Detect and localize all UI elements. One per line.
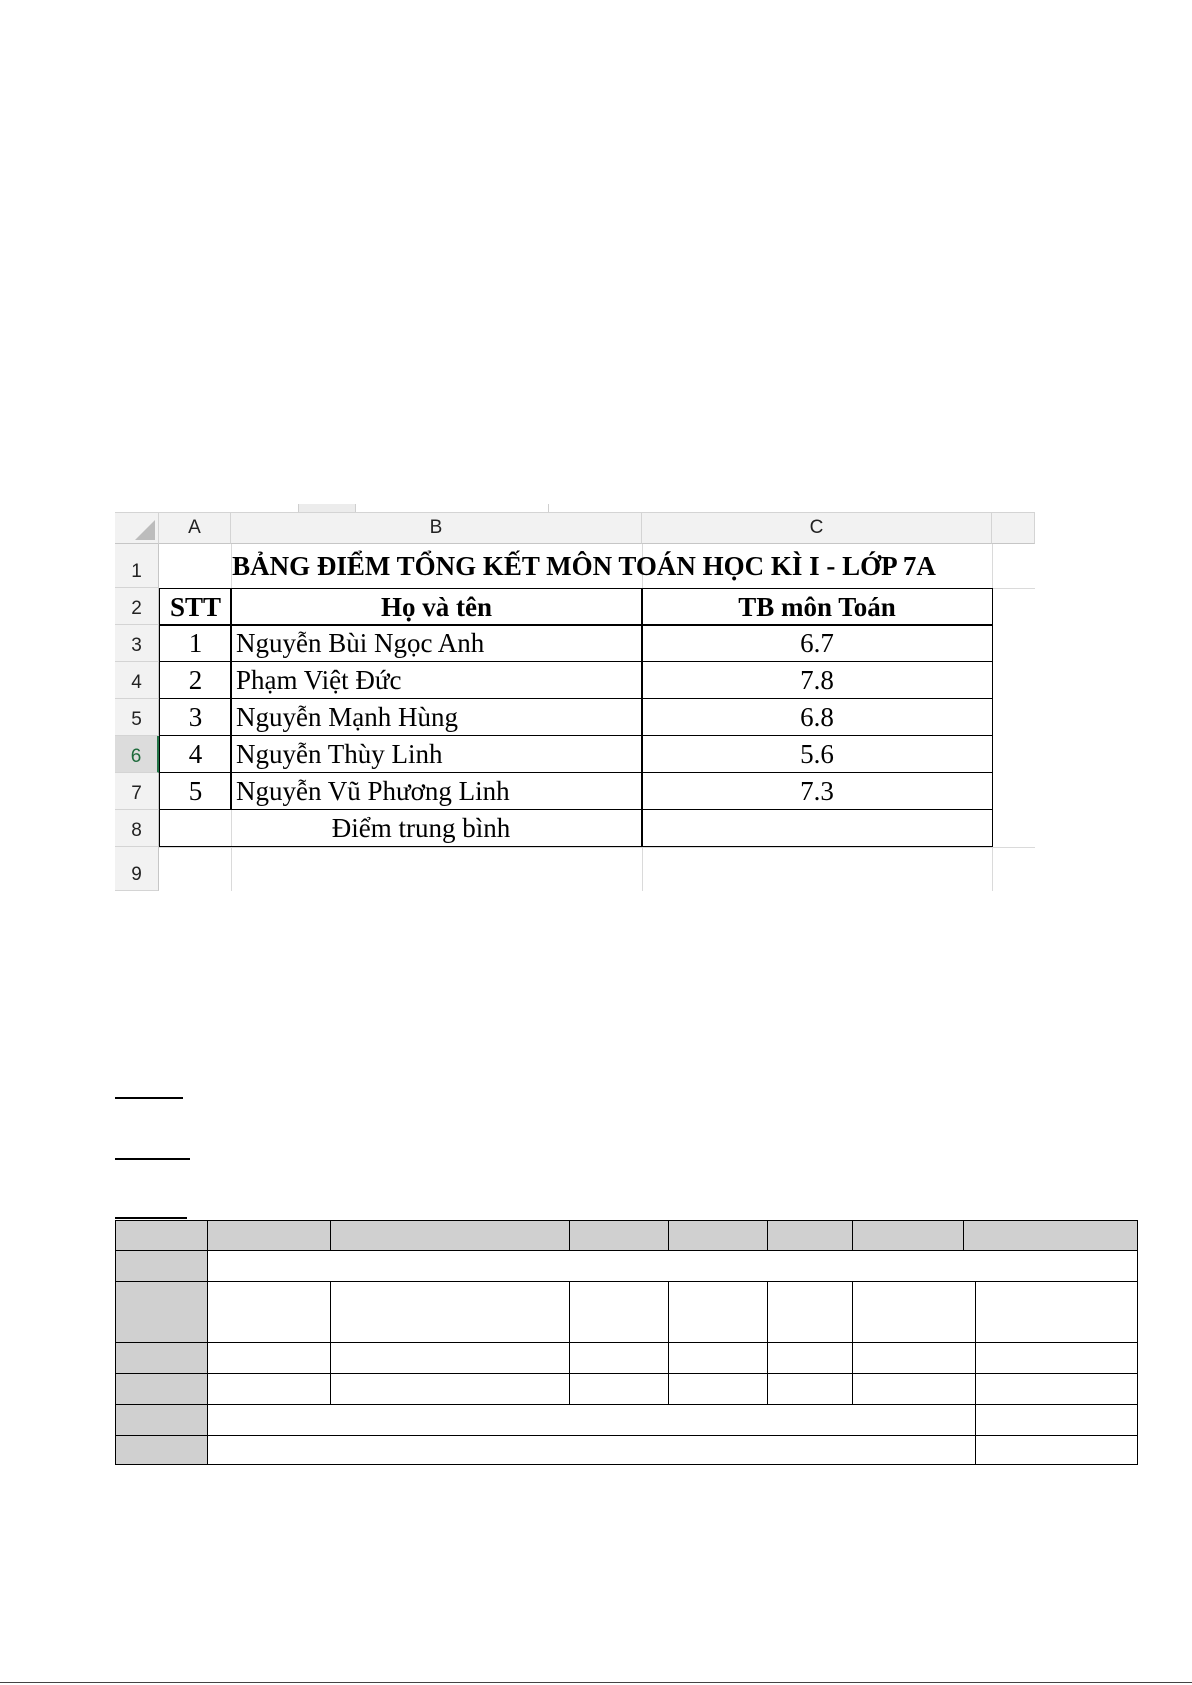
cell-name[interactable]: Nguyễn Vũ Phương Linh [230, 772, 643, 810]
table-cell [852, 1220, 964, 1251]
column-header-c[interactable]: C [642, 513, 992, 544]
ribbon-tab[interactable] [356, 504, 549, 512]
table-cell [569, 1281, 669, 1343]
table-cell [668, 1373, 768, 1405]
table-cell [569, 1220, 669, 1251]
table-cell [767, 1281, 853, 1343]
ribbon-tab-strip [115, 504, 1035, 513]
header-name[interactable]: Họ và tên [230, 588, 643, 626]
table-cell [963, 1220, 1138, 1251]
table-cell [115, 1250, 208, 1282]
row-header-9[interactable]: 9 [115, 847, 159, 891]
cell-stt[interactable]: 5 [159, 772, 232, 810]
table-cell [852, 1281, 976, 1343]
table-cell [668, 1342, 768, 1374]
header-score[interactable]: TB môn Toán [641, 588, 993, 626]
cell-name[interactable]: Phạm Việt Đức [230, 661, 643, 699]
table-cell [207, 1404, 976, 1436]
column-header-b[interactable]: B [231, 513, 642, 544]
header-stt[interactable]: STT [159, 588, 232, 626]
table-cell [975, 1373, 1138, 1405]
table-cell [330, 1373, 570, 1405]
ribbon-tab-active[interactable] [299, 504, 356, 512]
gridline [159, 847, 1035, 848]
table-cell [767, 1220, 853, 1251]
table-cell [975, 1281, 1138, 1343]
table-cell [330, 1220, 570, 1251]
row-header-7[interactable]: 7 [115, 773, 159, 810]
table-cell [569, 1342, 669, 1374]
cell-stt[interactable]: 2 [159, 661, 232, 699]
average-label-cell[interactable]: Điểm trung bình [159, 809, 643, 847]
table-cell [207, 1220, 331, 1251]
table-cell [569, 1373, 669, 1405]
heading-underline [115, 1158, 190, 1160]
cell-name[interactable]: Nguyễn Bùi Ngọc Anh [230, 624, 643, 662]
table-cell [115, 1435, 208, 1465]
table-cell [767, 1373, 853, 1405]
table-cell [852, 1373, 976, 1405]
table-cell [767, 1342, 853, 1374]
row-header-4[interactable]: 4 [115, 662, 159, 699]
row-header-3[interactable]: 3 [115, 625, 159, 662]
cell-score[interactable]: 7.3 [641, 772, 993, 810]
table-cell [668, 1220, 768, 1251]
blank-table [115, 1220, 1138, 1465]
table-cell [975, 1342, 1138, 1374]
column-header-a[interactable]: A [159, 513, 231, 544]
cell-stt[interactable]: 3 [159, 698, 232, 736]
cell-stt[interactable]: 4 [159, 735, 232, 773]
heading-underline [115, 1097, 183, 1099]
row-header-1[interactable]: 1 [115, 544, 159, 588]
table-cell [330, 1281, 570, 1343]
table-cell [207, 1281, 331, 1343]
cell-score[interactable]: 6.7 [641, 624, 993, 662]
page-footer-line [0, 1682, 1192, 1683]
table-cell [330, 1342, 570, 1374]
cell-stt[interactable]: 1 [159, 624, 232, 662]
table-cell [207, 1373, 331, 1405]
table-cell [975, 1404, 1138, 1436]
spreadsheet-screenshot [115, 504, 1035, 891]
row-header-5[interactable]: 5 [115, 699, 159, 736]
table-cell [668, 1281, 768, 1343]
sheet-title[interactable]: BẢNG ĐIỂM TỔNG KẾT MÔN TOÁN HỌC KÌ I - LỚP 7A [232, 550, 936, 581]
select-all-corner[interactable] [115, 513, 159, 544]
cell-name[interactable]: Nguyễn Thùy Linh [230, 735, 643, 773]
table-cell [115, 1342, 208, 1374]
row-header-2[interactable]: 2 [115, 588, 159, 625]
row-header-8[interactable]: 8 [115, 810, 159, 847]
table-cell [207, 1435, 976, 1465]
heading-underline [115, 1217, 187, 1219]
cell-score[interactable]: 6.8 [641, 698, 993, 736]
table-cell [115, 1281, 208, 1343]
cell-score[interactable]: 5.6 [641, 735, 993, 773]
row-header-6[interactable]: 6 [115, 736, 159, 773]
ribbon-tab[interactable] [115, 504, 299, 512]
cell-name[interactable]: Nguyễn Mạnh Hùng [230, 698, 643, 736]
column-header-next[interactable] [992, 513, 1035, 544]
cell-score[interactable]: 7.8 [641, 661, 993, 699]
table-cell [975, 1435, 1138, 1465]
table-cell [115, 1220, 208, 1251]
select-all-triangle-icon [135, 520, 155, 540]
average-value-cell[interactable] [641, 809, 993, 847]
table-cell [115, 1373, 208, 1405]
table-cell [207, 1250, 1138, 1282]
table-cell [207, 1342, 331, 1374]
table-cell [115, 1404, 208, 1436]
table-cell [852, 1342, 976, 1374]
